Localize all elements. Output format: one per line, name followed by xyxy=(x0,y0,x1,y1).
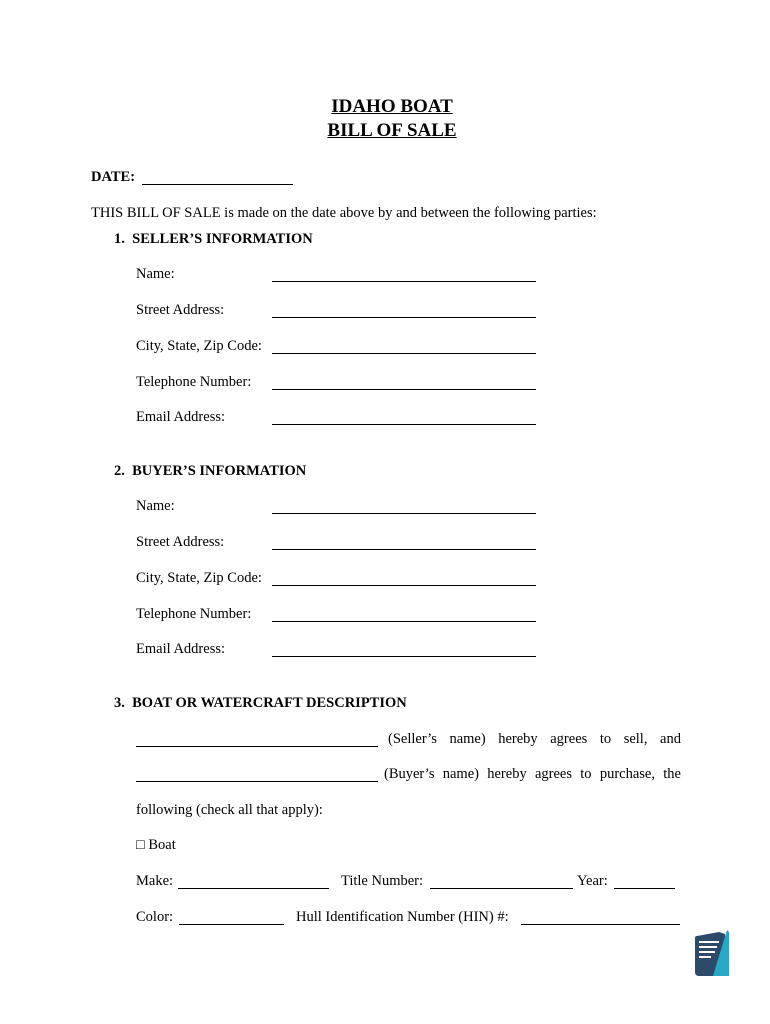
buyer-email-label: Email Address: xyxy=(136,641,226,657)
seller-agrees-text xyxy=(388,731,681,748)
buyer-street-field[interactable] xyxy=(272,549,536,550)
seller-email-field[interactable] xyxy=(272,424,536,425)
seller-phone-label: Telephone Number: xyxy=(136,374,252,390)
buyer-agrees-word: to xyxy=(580,766,592,782)
buyer-street-label: Street Address: xyxy=(136,534,225,550)
color-field[interactable] xyxy=(179,924,284,925)
buyer-agrees-word: name) xyxy=(442,766,479,782)
seller-heading: 1. SELLER’S INFORMATION xyxy=(114,231,313,247)
hin-label: Hull Identification Number (HIN) #: xyxy=(296,909,509,925)
boat-option[interactable] xyxy=(136,837,176,854)
date-label: DATE: xyxy=(91,169,136,185)
seller-phone-field[interactable] xyxy=(272,389,536,390)
seller-name-label: Name: xyxy=(136,266,175,282)
boat-option-label: Boat xyxy=(148,837,176,853)
buyer-agrees-word: purchase, xyxy=(599,766,655,782)
document-title-line2: BILL OF SALE xyxy=(327,120,457,141)
title-number-field[interactable] xyxy=(430,888,573,889)
buyer-phone-label: Telephone Number: xyxy=(136,606,252,622)
year-field[interactable] xyxy=(614,888,675,889)
seller-agrees-word: name) xyxy=(449,731,486,747)
make-field[interactable] xyxy=(178,888,329,889)
following-text: following (check all that apply): xyxy=(136,802,323,818)
buyer-name-field[interactable] xyxy=(272,513,536,514)
hin-field[interactable] xyxy=(521,924,680,925)
buyer-agrees-word: agrees xyxy=(534,766,572,782)
buyer-city-label: City, State, Zip Code: xyxy=(136,570,262,586)
buyer-heading: 2. BUYER’S INFORMATION xyxy=(114,463,307,479)
seller-city-field[interactable] xyxy=(272,353,536,354)
seller-street-field[interactable] xyxy=(272,317,536,318)
buyer-city-field[interactable] xyxy=(272,585,536,586)
buyer-name-label: Name: xyxy=(136,498,175,514)
buyer-agrees-word: the xyxy=(663,766,681,782)
seller-agrees-word: hereby xyxy=(498,731,538,747)
buyer-name-blank[interactable] xyxy=(136,781,378,782)
seller-agrees-word: (Seller’s xyxy=(388,731,437,747)
checkbox-icon[interactable]: □ xyxy=(136,837,145,853)
seller-email-label: Email Address: xyxy=(136,409,226,425)
seller-agrees-word: to xyxy=(599,731,612,747)
seller-city-label: City, State, Zip Code: xyxy=(136,338,262,354)
document-title-line1: IDAHO BOAT xyxy=(331,96,453,117)
seller-agrees-word: and xyxy=(660,731,681,747)
intro-text: THIS BILL OF SALE is made on the date above by and between the following parties: xyxy=(91,205,597,221)
buyer-agrees-word: hereby xyxy=(487,766,527,782)
buyer-phone-field[interactable] xyxy=(272,621,536,622)
seller-street-label: Street Address: xyxy=(136,302,225,318)
boat-heading: 3. BOAT OR WATERCRAFT DESCRIPTION xyxy=(114,695,407,711)
buyer-email-field[interactable] xyxy=(272,656,536,657)
seller-agrees-word: sell, xyxy=(623,731,648,747)
color-label: Color: xyxy=(136,909,174,925)
seller-agrees-word: agrees xyxy=(550,731,588,747)
make-label: Make: xyxy=(136,873,174,889)
seller-name-blank[interactable] xyxy=(136,746,378,747)
date-field[interactable] xyxy=(142,184,293,185)
seller-name-field[interactable] xyxy=(272,281,536,282)
year-label: Year: xyxy=(577,873,608,889)
title-number-label: Title Number: xyxy=(341,873,424,889)
document-logo-icon xyxy=(693,928,729,980)
buyer-agrees-word: (Buyer’s xyxy=(384,766,435,782)
buyer-agrees-text xyxy=(384,766,681,783)
